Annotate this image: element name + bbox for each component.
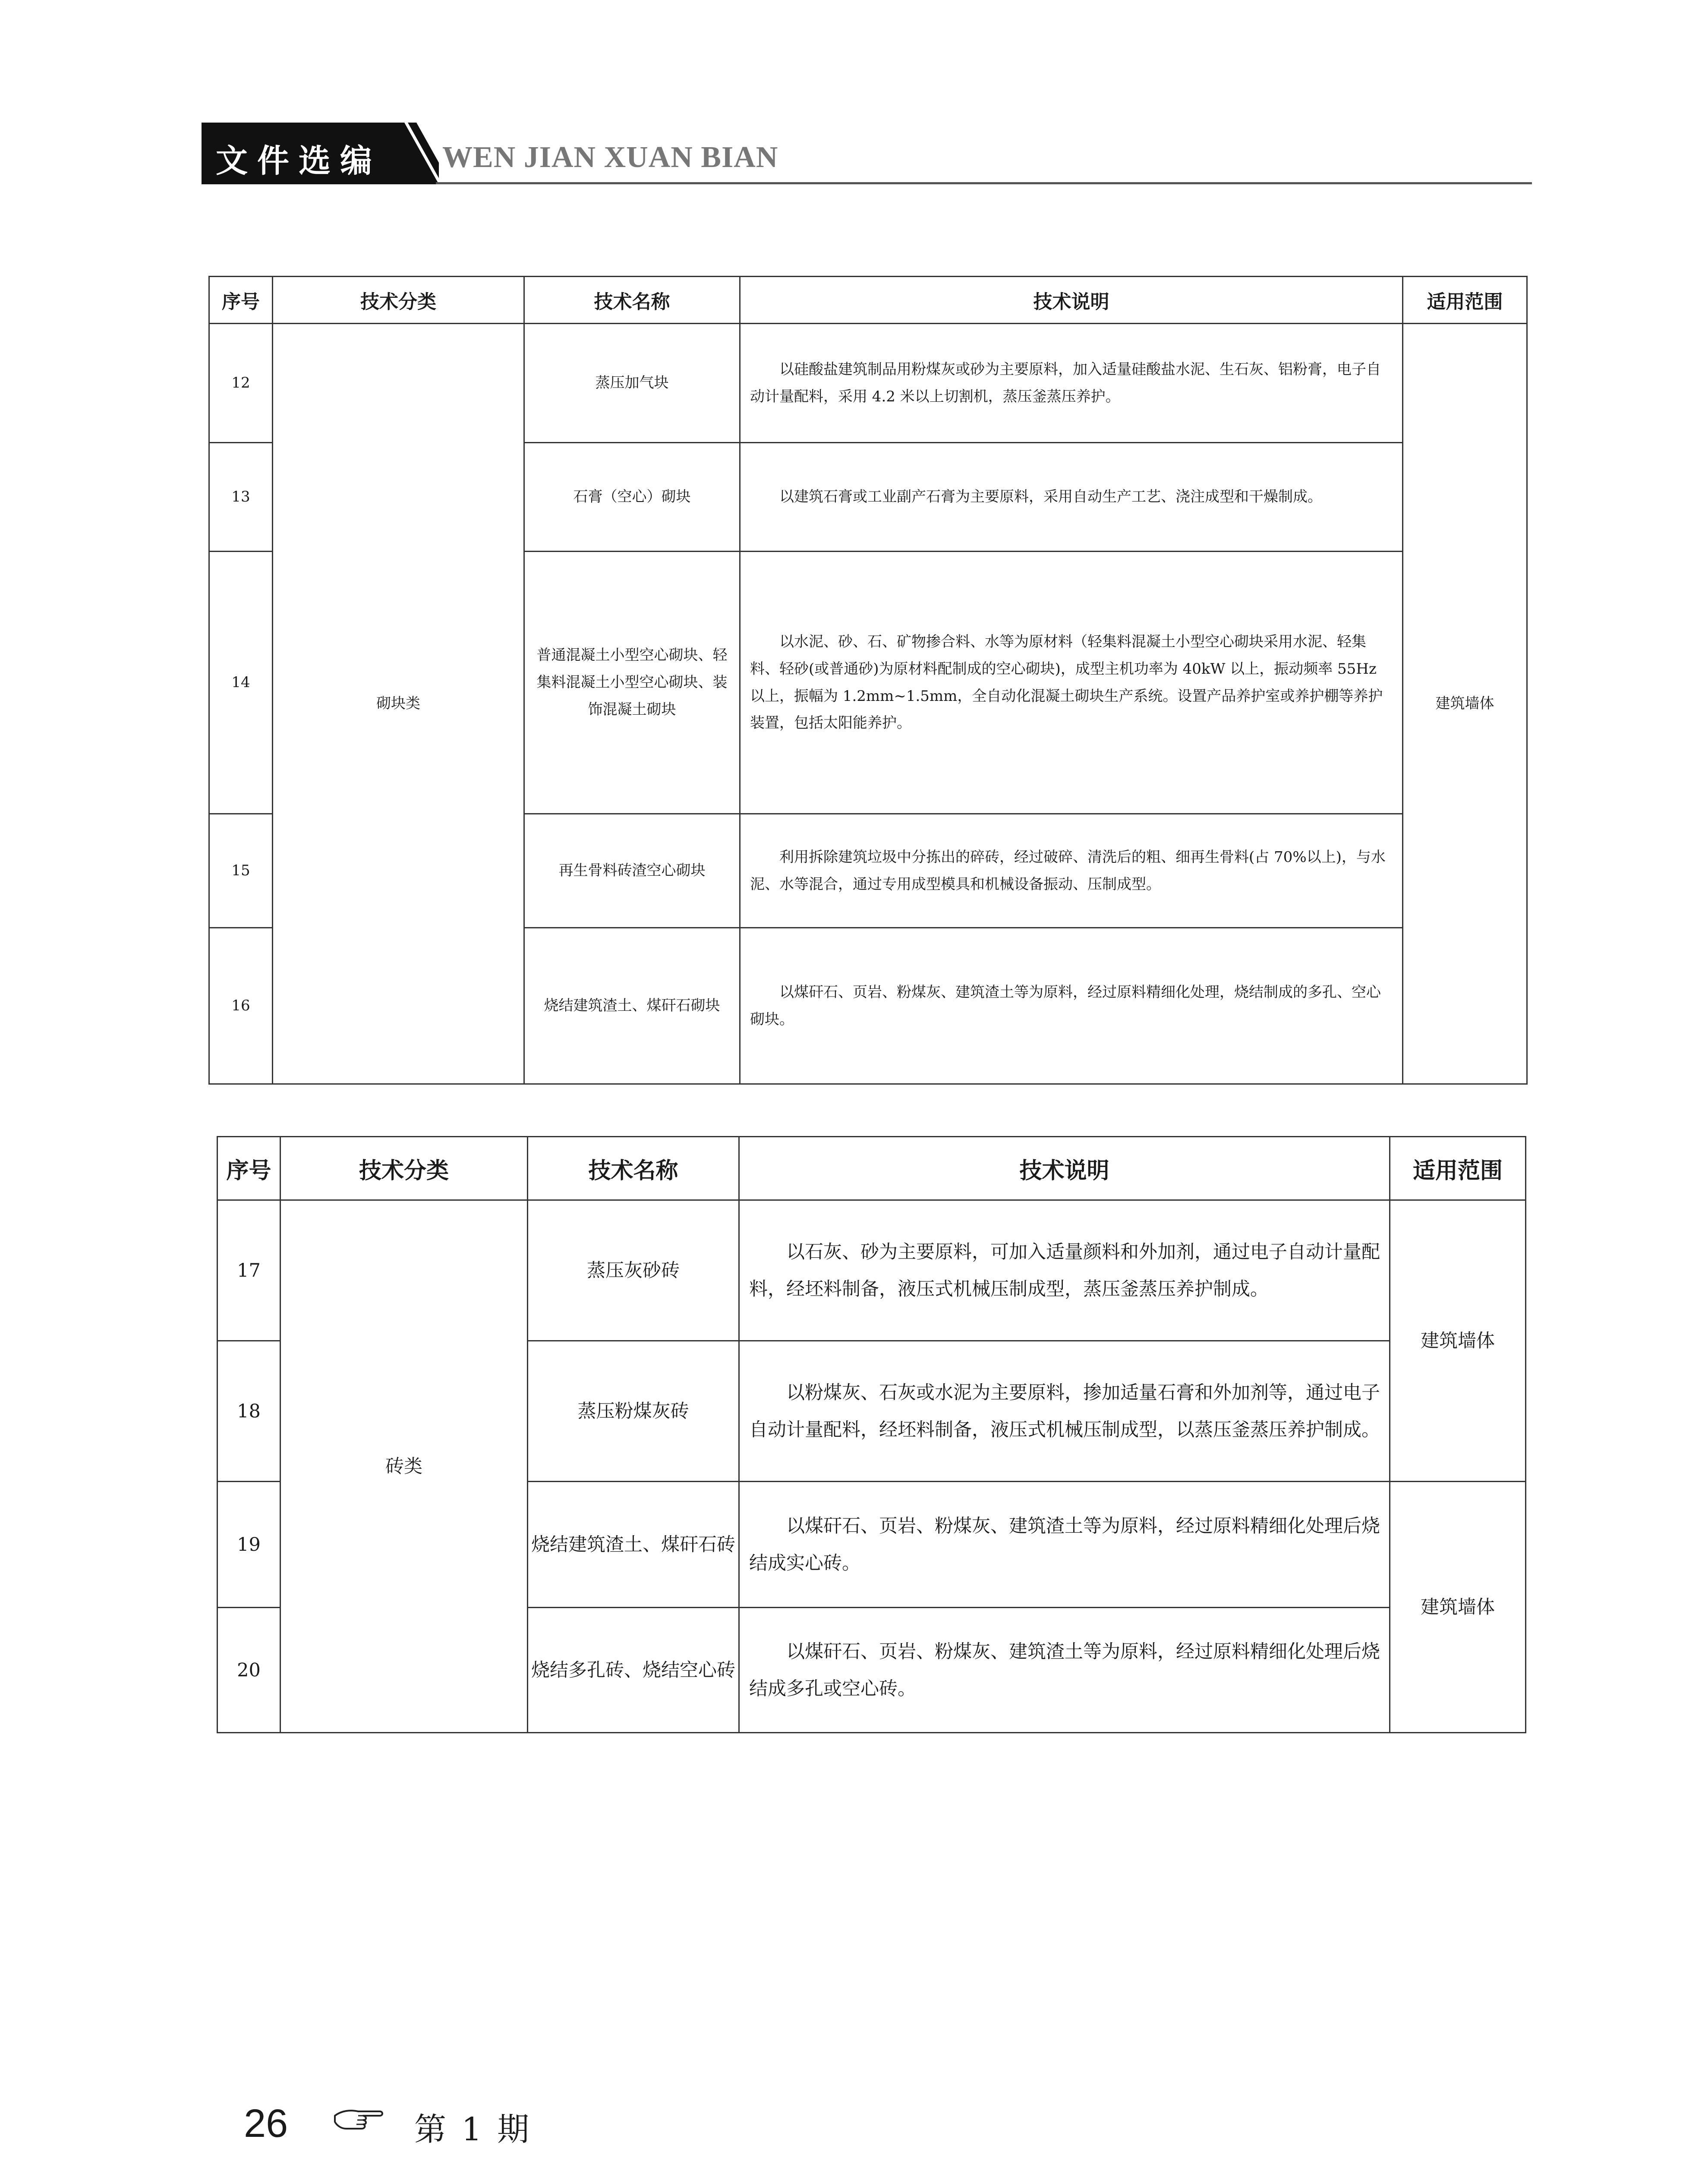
tech-name xyxy=(524,552,740,814)
tech-description xyxy=(740,443,1403,552)
tech-description-text: 利用拆除建筑垃圾中分拣出的碎砖，经过破碎、清洗后的粗、细再生骨料(占 70%以上)，与水泥、水等混合，通过专用成型模具和机械设备振动、压制成型。 xyxy=(750,848,1386,893)
scope-cell: 建筑墙体 xyxy=(1390,1200,1526,1482)
tech-name-text: 再生骨料砖渣空心砌块 xyxy=(558,862,706,880)
tech-name-text: 石膏（空心）砌块 xyxy=(573,488,691,506)
tech-table-bricks xyxy=(217,1136,1526,1733)
col-header-scope: 适用范围 xyxy=(1390,1137,1526,1200)
tech-description-text: 以水泥、砂、石、矿物掺合料、水等为原材料（轻集料混凝土小型空心砌块采用水泥、轻集料、轻砂(或普通砂)为原材料配制成的空心砌块)，成型主机功率为 40kW 以上，振动频率 55Hz 以上，振幅为 1.2mm~1.5mm，全自动化混凝土砌块生产系统。设置产品养护室或养护棚等养护装置，包括太阳能养护。 xyxy=(750,633,1383,732)
col-header-no: 序号 xyxy=(217,1137,280,1200)
tech-description xyxy=(740,324,1403,443)
row-no: 13 xyxy=(209,443,273,552)
tech-name xyxy=(524,324,740,443)
row-no: 14 xyxy=(209,552,273,814)
issue-label: 第 1 期 xyxy=(414,2111,532,2148)
tech-name xyxy=(524,443,740,552)
tech-name-text: 烧结建筑渣土、煤矸石砖 xyxy=(531,1533,735,1555)
scope-cell: 建筑墙体 xyxy=(1390,1482,1526,1733)
col-header-description: 技术说明 xyxy=(740,277,1403,324)
tech-description xyxy=(739,1608,1390,1733)
pointing-hand-icon xyxy=(333,2103,385,2133)
tech-description-text: 以煤矸石、页岩、粉煤灰、建筑渣土等为原料，经过原料精细化处理后烧结成多孔或空心砖。 xyxy=(749,1641,1380,1700)
row-no: 17 xyxy=(217,1200,280,1341)
col-header-description: 技术说明 xyxy=(739,1137,1390,1200)
tech-name-text: 蒸压灰砂砖 xyxy=(587,1259,680,1281)
row-no: 20 xyxy=(217,1608,280,1733)
tech-description xyxy=(740,928,1403,1084)
tech-description xyxy=(740,552,1403,814)
tech-description-text: 以粉煤灰、石灰或水泥为主要原料，掺加适量石膏和外加剂等，通过电子自动计量配料，经坯料制备，液压式机械压制成型，以蒸压釜蒸压养护制成。 xyxy=(749,1382,1380,1441)
tech-name xyxy=(528,1608,739,1733)
header-rule xyxy=(436,182,1532,184)
row-no: 16 xyxy=(209,928,273,1084)
col-header-name: 技术名称 xyxy=(528,1137,739,1200)
tech-description xyxy=(739,1341,1390,1482)
tech-table-blocks xyxy=(208,276,1528,1085)
tech-description-text: 以硅酸盐建筑制品用粉煤灰或砂为主要原料，加入适量硅酸盐水泥、生石灰、铝粉膏，电子自动计量配料，采用 4.2 米以上切割机，蒸压釜蒸压养护。 xyxy=(750,360,1381,405)
col-header-category: 技术分类 xyxy=(280,1137,528,1200)
category-cell: 砌块类 xyxy=(273,324,524,1084)
tech-name xyxy=(528,1200,739,1341)
table-row xyxy=(217,1200,1526,1341)
tech-name xyxy=(528,1341,739,1482)
table-header-row xyxy=(217,1137,1526,1200)
tech-name-text: 烧结多孔砖、烧结空心砖 xyxy=(531,1659,735,1681)
tech-description-text: 以石灰、砂为主要原料，可加入适量颜料和外加剂，通过电子自动计量配料，经坯料制备，液压式机械压制成型，蒸压釜蒸压养护制成。 xyxy=(749,1241,1380,1300)
tech-name-text: 蒸压粉煤灰砖 xyxy=(577,1400,689,1422)
tech-description xyxy=(739,1482,1390,1608)
section-title-cn: 文件选编 xyxy=(216,142,381,180)
tech-name xyxy=(524,814,740,928)
tech-description xyxy=(740,814,1403,928)
scope-cell: 建筑墙体 xyxy=(1403,324,1527,1084)
tech-name-text: 烧结建筑渣土、煤矸石砌块 xyxy=(544,997,720,1015)
row-no: 18 xyxy=(217,1341,280,1482)
col-header-category: 技术分类 xyxy=(273,277,524,324)
col-header-scope: 适用范围 xyxy=(1403,277,1527,324)
tech-name-text: 普通混凝土小型空心砌块、轻集料混凝土小型空心砌块、装饰混凝土砌块 xyxy=(536,647,728,718)
col-header-no: 序号 xyxy=(209,277,273,324)
row-no: 15 xyxy=(209,814,273,928)
row-no: 12 xyxy=(209,324,273,443)
table-header-row xyxy=(209,277,1527,324)
tech-description-text: 以建筑石膏或工业副产石膏为主要原料，采用自动生产工艺、浇注成型和干燥制成。 xyxy=(779,488,1322,506)
tech-description xyxy=(739,1200,1390,1341)
category-cell: 砖类 xyxy=(280,1200,528,1733)
tech-name xyxy=(528,1482,739,1608)
tech-description-text: 以煤矸石、页岩、粉煤灰、建筑渣土等为原料，经过原料精细化处理后烧结成实心砖。 xyxy=(749,1515,1380,1574)
row-no: 19 xyxy=(217,1482,280,1608)
page-number: 26 xyxy=(244,2101,288,2145)
section-title-en: WEN JIAN XUAN BIAN xyxy=(442,141,778,174)
tech-name-text: 蒸压加气块 xyxy=(595,374,669,392)
col-header-name: 技术名称 xyxy=(524,277,740,324)
tech-description-text: 以煤矸石、页岩、粉煤灰、建筑渣土等为原料，经过原料精细化处理，烧结制成的多孔、空心砌块。 xyxy=(750,983,1381,1028)
table-row xyxy=(209,324,1527,443)
tech-name xyxy=(524,928,740,1084)
